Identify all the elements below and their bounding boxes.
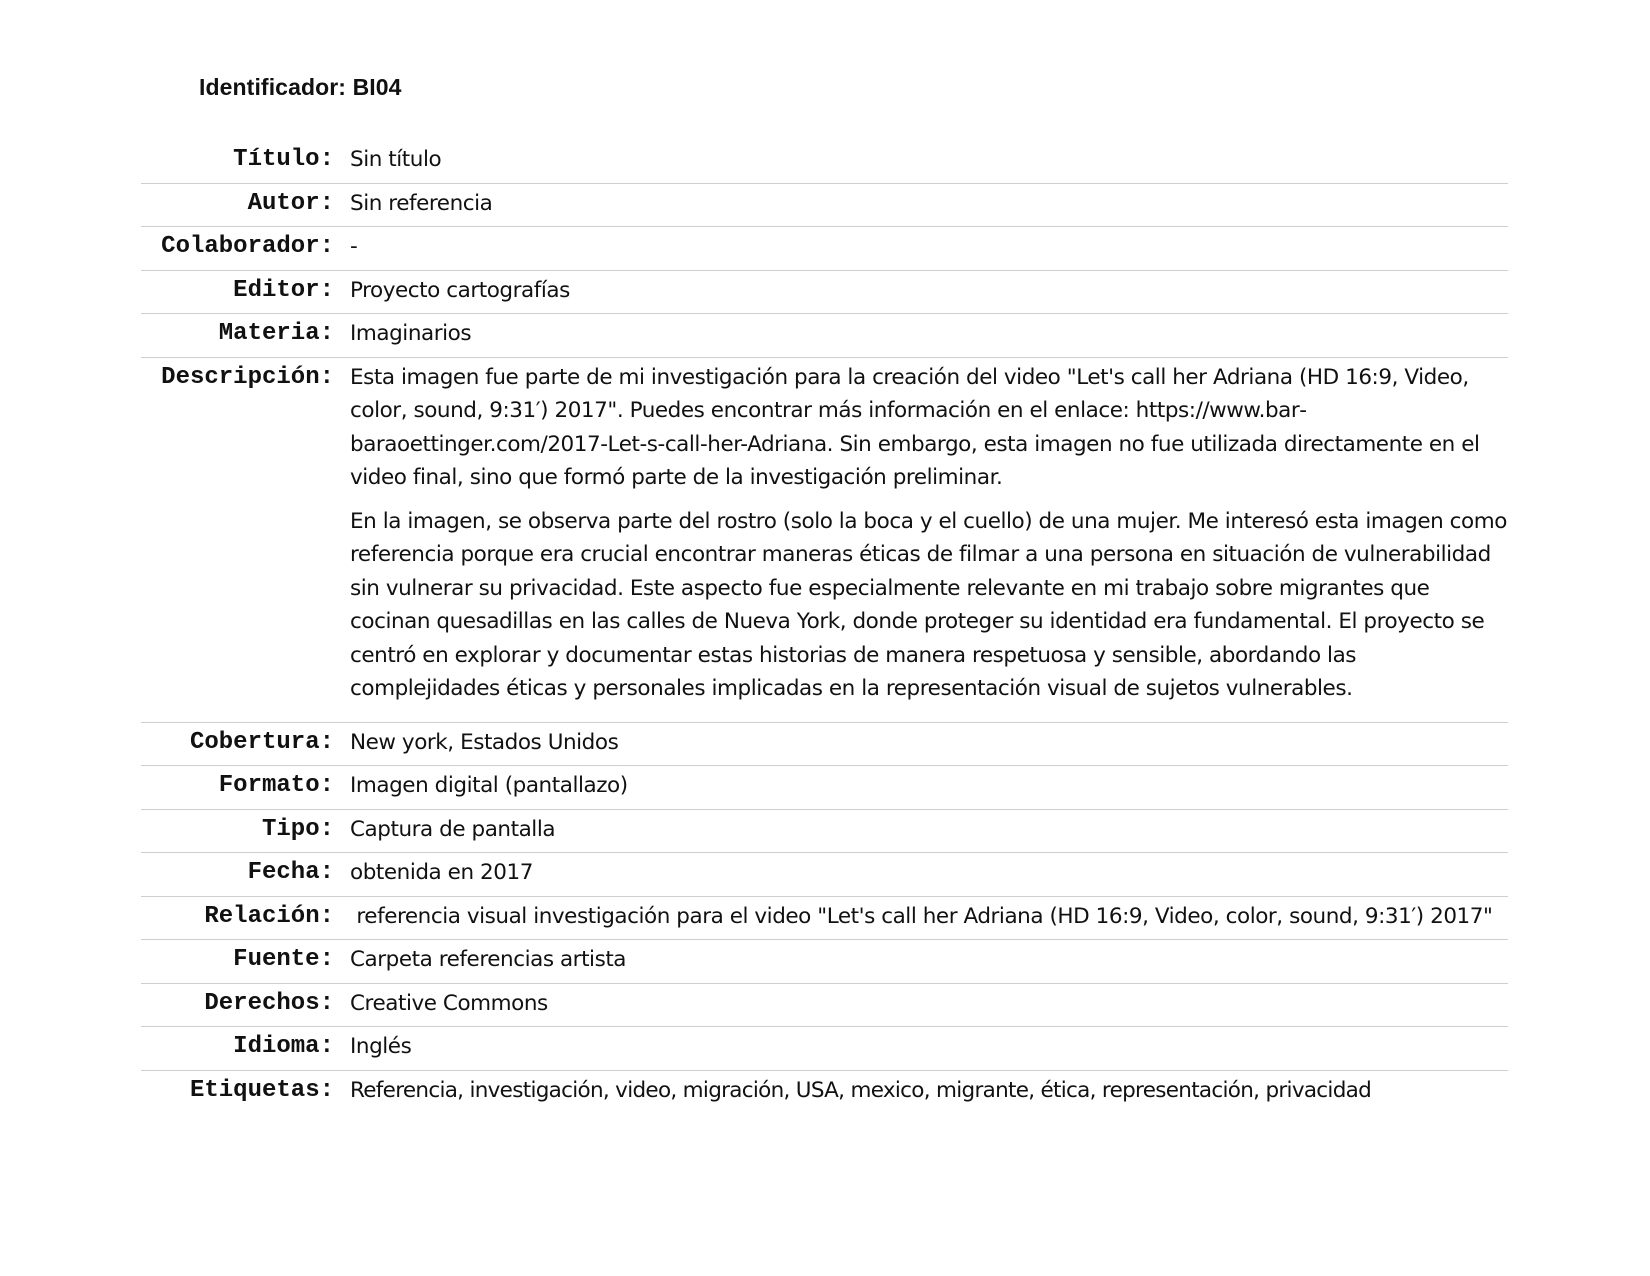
field-value-formato: Imagen digital (pantallazo) xyxy=(350,773,628,798)
field-value-cobertura: New york, Estados Unidos xyxy=(350,729,619,755)
field-row-autor xyxy=(141,183,1508,227)
field-value-derechos: Creative Commons xyxy=(350,990,548,1016)
field-label-tipo: Tipo: xyxy=(261,815,334,843)
field-value-colaborador: - xyxy=(350,234,358,259)
field-label-colaborador: Colaborador: xyxy=(161,233,334,260)
field-value-tipo: Captura de pantalla xyxy=(350,816,556,842)
field-row-etiquetas xyxy=(141,1070,1508,1114)
field-label-materia: Materia: xyxy=(218,320,334,347)
field-row-editor xyxy=(141,270,1508,314)
field-value-materia: Imaginarios xyxy=(350,321,472,346)
field-label-fuente: Fuente: xyxy=(233,946,334,973)
field-label-idioma: Idioma: xyxy=(233,1033,334,1060)
field-row-descripcion xyxy=(141,357,1508,722)
identifier-label: Identificador: xyxy=(199,74,347,100)
field-value-relacion: referencia visual investigación para el video "Let's call her Adriana (HD 16:9, Video, color, sound, 9:31′) 2017" xyxy=(350,903,1493,929)
metadata-table xyxy=(141,140,1508,1113)
field-value-descripcion xyxy=(350,361,1508,706)
identifier-value: BI04 xyxy=(352,74,402,100)
field-label-descripcion: Descripción: xyxy=(161,363,334,391)
field-row-cobertura xyxy=(141,722,1508,766)
field-row-formato xyxy=(141,765,1508,809)
field-value-editor: Proyecto cartografías xyxy=(350,277,570,303)
field-label-relacion: Relación: xyxy=(204,902,334,930)
field-row-materia xyxy=(141,313,1508,357)
field-value-etiquetas: Referencia, investigación, video, migración, USA, mexico, migrante, ética, representación, privacidad xyxy=(350,1077,1372,1103)
field-row-idioma xyxy=(141,1026,1508,1070)
field-label-derechos: Derechos: xyxy=(204,989,334,1017)
field-row-tipo xyxy=(141,809,1508,853)
field-value-fecha: obtenida en 2017 xyxy=(350,860,533,885)
record-identifier xyxy=(199,74,402,101)
field-label-etiquetas: Etiquetas: xyxy=(189,1076,334,1104)
field-row-colaborador xyxy=(141,226,1508,270)
field-label-editor: Editor: xyxy=(233,276,334,304)
description-paragraph: Esta imagen fue parte de mi investigación para la creación del video "Let's call her Adriana (HD 16:9, Video, color, sound, 9:31′) 2017". Puedes encontrar más información en el enlace: https://www.barbaraoettinger.com/2017-Let-s-call-her-Adriana. Sin embargo, esta imagen no fue utilizada directamente en el video final, sino que formó parte de la investigación preliminar. xyxy=(350,364,1480,490)
field-value-fuente: Carpeta referencias artista xyxy=(350,947,627,972)
field-row-fecha xyxy=(141,852,1508,896)
field-value-idioma: Inglés xyxy=(350,1034,412,1059)
field-label-fecha: Fecha: xyxy=(247,859,334,886)
field-row-derechos xyxy=(141,983,1508,1027)
field-row-fuente xyxy=(141,939,1508,983)
field-label-formato: Formato: xyxy=(218,772,334,799)
field-value-autor: Sin referencia xyxy=(350,190,493,216)
field-label-cobertura: Cobertura: xyxy=(189,728,334,756)
field-value-titulo: Sin título xyxy=(350,147,442,172)
field-row-titulo xyxy=(141,140,1508,183)
field-label-autor: Autor: xyxy=(247,189,334,217)
field-row-relacion xyxy=(141,896,1508,940)
description-paragraph: En la imagen, se observa parte del rostro (solo la boca y el cuello) de una mujer. Me interesó esta imagen como referencia porque era crucial encontrar maneras éticas de filmar a una persona en situación de vulnerabilidad sin vulnerar su privacidad. Este aspecto fue especialmente relevante en mi trabajo sobre migrantes que cocinan quesadillas en las calles de Nueva York, donde proteger su identidad era fundamental. El proyecto se centró en explorar y documentar estas historias de manera respetuosa y sensible, abordando las complejidades éticas y personales implicadas en la representación visual de sujetos vulnerables. xyxy=(350,508,1507,701)
field-label-titulo: Título: xyxy=(233,146,334,173)
